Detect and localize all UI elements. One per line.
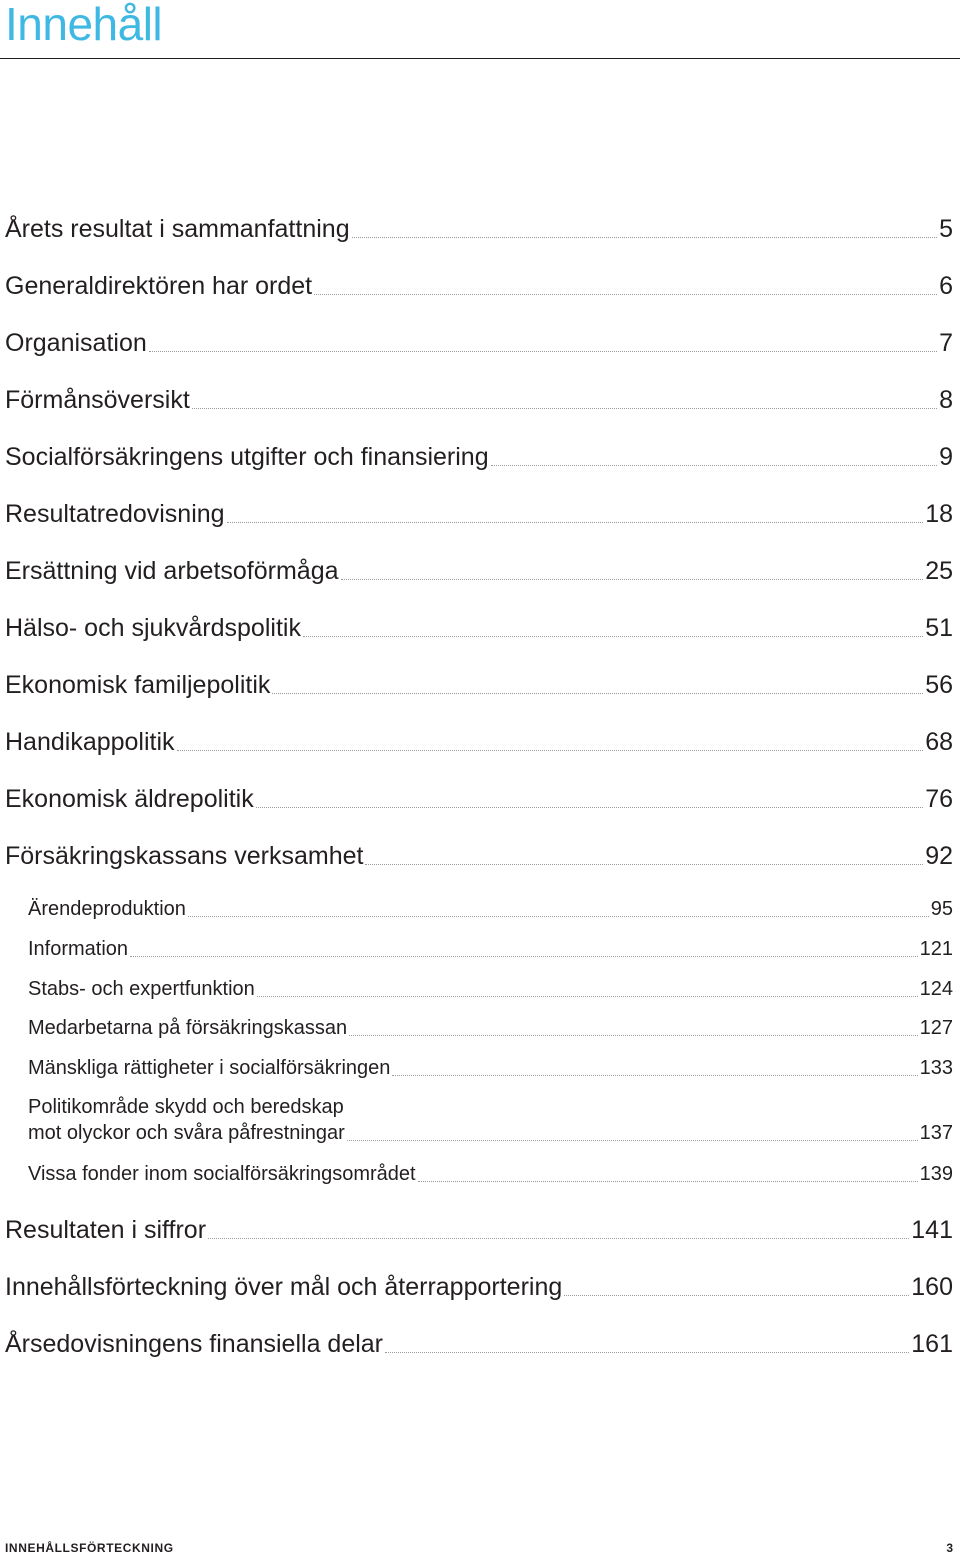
dot-leader — [149, 351, 937, 352]
toc-entry-socialforsakringens-utgifter[interactable] — [5, 441, 953, 473]
dot-leader — [491, 465, 938, 466]
footer-page-number: 3 — [946, 1541, 953, 1555]
toc-entry-label: Ärendeproduktion — [28, 898, 186, 920]
dot-leader — [130, 956, 918, 957]
dot-leader — [177, 750, 924, 751]
toc-entry-label: Information — [28, 938, 129, 960]
dot-leader — [385, 1352, 909, 1353]
toc-entry-label: Förmånsöversikt — [5, 386, 190, 414]
toc-entry-page: 9 — [939, 443, 953, 471]
toc-entry-page: 56 — [925, 671, 953, 699]
toc-entry-label: Medarbetarna på försäkringskassan — [28, 1017, 348, 1039]
toc-subentry-politikomrade-skydd[interactable] — [28, 1094, 953, 1146]
toc-subentry-arendeproduktion[interactable] — [28, 896, 953, 922]
toc-entry-formansoversikt[interactable] — [5, 384, 953, 416]
toc-entry-generaldirektoren[interactable] — [5, 270, 953, 302]
dot-leader — [257, 996, 918, 997]
dot-leader — [392, 1075, 917, 1076]
dot-leader — [208, 1238, 909, 1239]
toc-entry-page: 160 — [911, 1273, 953, 1301]
toc-entry-page: 7 — [939, 329, 953, 357]
footer-section-label: INNEHÅLLSFÖRTECKNING — [5, 1541, 174, 1555]
toc-entry-label: Årsedovisningens finansiella delar — [5, 1330, 384, 1358]
toc-entry-label: Ersättning vid arbetsoförmåga — [5, 557, 339, 585]
toc-entry-innehallsforteckning-mal[interactable] — [5, 1271, 953, 1303]
toc-subentry-vissa-fonder[interactable] — [28, 1161, 953, 1187]
toc-entry-label — [28, 1094, 345, 1146]
toc-entry-page: 95 — [930, 898, 953, 920]
toc-entry-organisation[interactable] — [5, 327, 953, 359]
toc-entry-page: 5 — [939, 215, 953, 243]
toc-subentry-stabs-expertfunktion[interactable] — [28, 976, 953, 1002]
toc-entry-label: Resultaten i siffror — [5, 1216, 207, 1244]
toc-entry-page: 139 — [919, 1163, 953, 1185]
toc-entry-label: Generaldirektören har ordet — [5, 272, 313, 300]
toc-entry-ersattning[interactable] — [5, 555, 953, 587]
toc-entry-label: Mänskliga rättigheter i socialförsäkringen — [28, 1057, 391, 1079]
toc-subentry-information[interactable] — [28, 936, 953, 962]
toc-subentry-medarbetarna[interactable] — [28, 1015, 953, 1041]
toc-entry-resultaten-i-siffror[interactable] — [5, 1214, 953, 1246]
toc-entry-page: 161 — [911, 1330, 953, 1358]
toc-entry-resultatredovisning[interactable] — [5, 498, 953, 530]
title-divider — [0, 58, 960, 59]
dot-leader — [349, 1035, 918, 1036]
dot-leader — [192, 408, 937, 409]
toc-entry-label: Årets resultat i sammanfattning — [5, 215, 350, 243]
toc-entry-page: 76 — [925, 785, 953, 813]
toc-entry-page: 8 — [939, 386, 953, 414]
toc-entry-familjepolitik[interactable] — [5, 669, 953, 701]
toc-entry-label: Ekonomisk äldrepolitik — [5, 785, 254, 813]
toc-entry-label: Ekonomisk familjepolitik — [5, 671, 271, 699]
dot-leader — [314, 294, 937, 295]
page-title: Innehåll — [5, 0, 163, 50]
dot-leader — [347, 1140, 918, 1141]
toc-entry-forsakringskassans-verksamhet[interactable] — [5, 840, 953, 872]
toc-entry-page: 141 — [911, 1216, 953, 1244]
dot-leader — [227, 522, 924, 523]
dot-leader — [272, 693, 923, 694]
dot-leader — [564, 1295, 909, 1296]
toc-entry-arets-resultat[interactable] — [5, 213, 953, 245]
toc-entry-label: Resultatredovisning — [5, 500, 225, 528]
toc-entry-page: 51 — [925, 614, 953, 642]
dot-leader — [188, 916, 929, 917]
toc-entry-page: 6 — [939, 272, 953, 300]
dot-leader — [365, 864, 923, 865]
toc-entry-label: Stabs- och expertfunktion — [28, 978, 255, 1000]
toc-subentry-manskliga-rattigheter[interactable] — [28, 1055, 953, 1081]
toc-entry-page: 121 — [919, 938, 953, 960]
toc-entry-page: 68 — [925, 728, 953, 756]
toc-entry-label: Vissa fonder inom socialförsäkringsområdet — [28, 1163, 416, 1185]
dot-leader — [303, 636, 923, 637]
toc-entry-page: 18 — [925, 500, 953, 528]
dot-leader — [341, 579, 924, 580]
dot-leader — [256, 807, 923, 808]
toc-entry-halso-sjukvard[interactable] — [5, 612, 953, 644]
toc-entry-page: 133 — [919, 1057, 953, 1079]
toc-entry-label-line1: Politikområde skydd och beredskap — [28, 1096, 344, 1118]
toc-entry-finansiella-delar[interactable] — [5, 1328, 953, 1360]
toc-entry-label-line2: mot olyckor och svåra påfrestningar — [28, 1122, 345, 1144]
dot-leader — [352, 237, 938, 238]
dot-leader — [418, 1181, 918, 1182]
toc-entry-label: Handikappolitik — [5, 728, 175, 756]
toc-entry-page: 137 — [919, 1122, 953, 1144]
toc-entry-aldrepolitik[interactable] — [5, 783, 953, 815]
toc-entry-page: 25 — [925, 557, 953, 585]
toc-entry-page: 127 — [919, 1017, 953, 1039]
toc-entry-label: Försäkringskassans verksamhet — [5, 842, 364, 870]
toc-entry-handikappolitik[interactable] — [5, 726, 953, 758]
toc-entry-label: Socialförsäkringens utgifter och finansiering — [5, 443, 489, 471]
toc-entry-label: Hälso- och sjukvårdspolitik — [5, 614, 301, 642]
toc-entry-label: Organisation — [5, 329, 147, 357]
toc-entry-label: Innehållsförteckning över mål och återrapportering — [5, 1273, 563, 1301]
toc-entry-page: 92 — [925, 842, 953, 870]
toc-entry-page: 124 — [919, 978, 953, 1000]
